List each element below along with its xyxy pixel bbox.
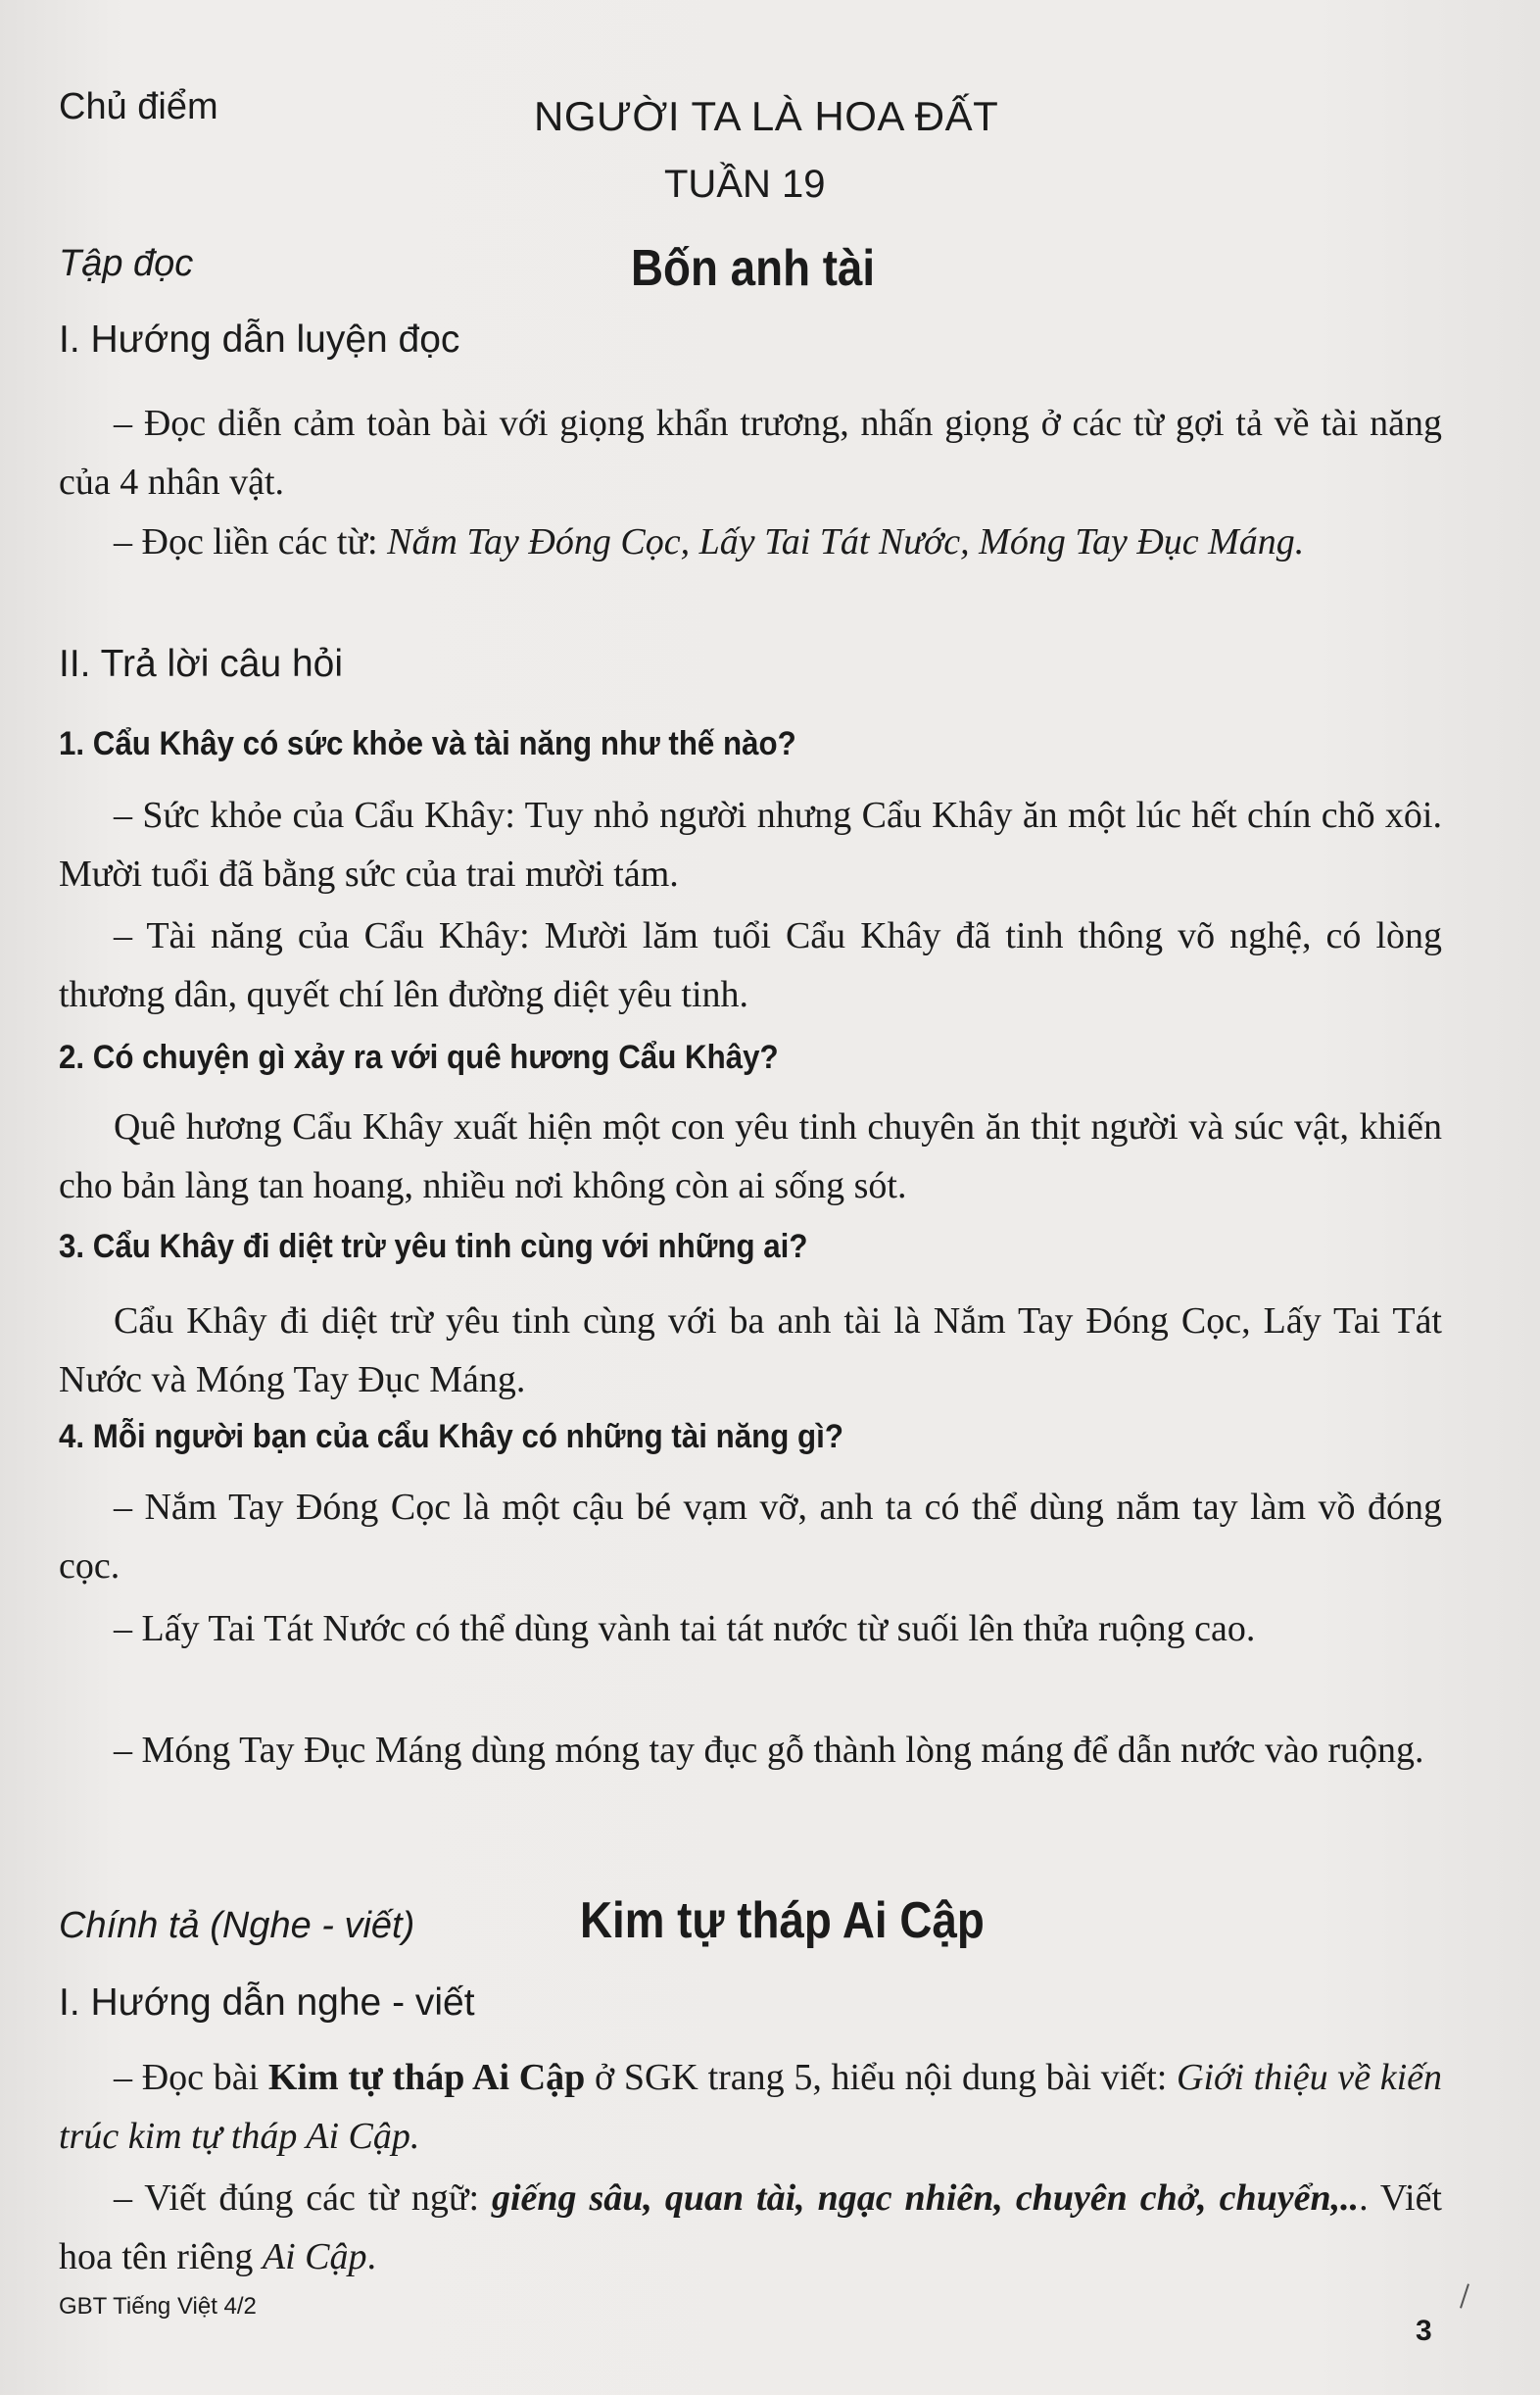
dictation-words-proper-noun: Ai Cập — [262, 2236, 367, 2277]
dictation-words-b: . Viết hoa tên riêng — [59, 2177, 1442, 2277]
reading-guide-paragraph — [59, 394, 1442, 512]
answer-4-nam-tay: – Nắm Tay Đóng Cọc là một cậu bé vạm vỡ, anh ta có thể dùng nắm tay làm vồ đóng cọc. — [59, 1487, 1442, 1587]
dictation-guide-b: ở SGK trang 5, hiểu nội dung bài viết: — [585, 2057, 1178, 2098]
week-title: TUẦN 19 — [664, 163, 826, 206]
question-1: 1. Cẩu Khây có sức khỏe và tài năng như thế nào? — [59, 725, 796, 762]
section-heading-dictation: I. Hướng dẫn nghe - viết — [59, 1981, 475, 2024]
lesson-title: Bốn anh tài — [631, 240, 876, 297]
dictation-title: Kim tự tháp Ai Cập — [580, 1892, 985, 1949]
dictation-guide-paragraph — [59, 2048, 1442, 2166]
answer-2: Quê hương Cẩu Khây xuất hiện một con yêu tinh chuyên ăn thịt người và súc vật, khiến cho bản làng tan hoang, nhiều nơi không còn ai sống sót. — [59, 1106, 1442, 1206]
reading-words-paragraph — [59, 513, 1442, 571]
answer-4-mong-tay: – Móng Tay Đục Máng dùng móng tay đục gỗ thành lòng máng để dẫn nước vào ruộng. — [114, 1730, 1424, 1771]
answer-3: Cẩu Khây đi diệt trừ yêu tinh cùng với ba anh tài là Nắm Tay Đóng Cọc, Lấy Tai Tát Nước và Móng Tay Đục Máng. — [59, 1300, 1442, 1400]
section-heading-questions: II. Trả lời câu hỏi — [59, 643, 344, 685]
chapter-title: NGƯỜI TA LÀ HOA ĐẤT — [534, 93, 999, 139]
question-4: 4. Mỗi người bạn của cẩu Khây có những tài năng gì? — [59, 1418, 843, 1455]
dictation-words-paragraph — [59, 2169, 1442, 2286]
dictation-words-a: – Viết đúng các từ ngữ: — [114, 2177, 492, 2219]
reading-words-list: Nắm Tay Đóng Cọc, Lấy Tai Tát Nước, Móng Tay Đục Máng. — [387, 521, 1305, 562]
answer-1-talent: – Tài năng của Cẩu Khây: Mười lăm tuổi Cẩu Khây đã tinh thông võ nghệ, có lòng thương dân, quyết chí lên đường diệt yêu tinh. — [59, 915, 1442, 1015]
chinh-ta-label: Chính tả (Nghe - viết) — [59, 1905, 415, 1946]
dictation-guide-a: – Đọc bài — [114, 2057, 268, 2098]
answer-1-health: – Sức khỏe của Cẩu Khây: Tuy nhỏ người nhưng Cẩu Khây ăn một lúc hết chín chõ xôi. Mười tuổi đã bằng sức của trai mười tám. — [59, 795, 1442, 895]
book-title-footer: GBT Tiếng Việt 4/2 — [59, 2293, 257, 2320]
dictation-guide-italic: Giới thiệu về kiến trúc kim tự tháp Ai Cập. — [59, 2057, 1443, 2157]
question-2: 2. Có chuyện gì xảy ra với quê hương Cẩu Khây? — [59, 1039, 779, 1076]
reading-guide-text: – Đọc diễn cảm toàn bài với giọng khẩn trương, nhấn giọng ở các từ gợi tả về tài năng của 4 nhân vật. — [59, 403, 1442, 503]
page-number: 3 — [1416, 2315, 1432, 2347]
reading-words-prefix: – Đọc liền các từ: — [114, 521, 388, 562]
dictation-guide-bold: Kim tự tháp Ai Cập — [267, 2057, 586, 2098]
theme-label: Chủ điểm — [59, 86, 218, 127]
section-heading-reading: I. Hướng dẫn luyện đọc — [59, 318, 460, 361]
question-3: 3. Cẩu Khây đi diệt trừ yêu tinh cùng với những ai? — [59, 1228, 808, 1265]
tap-doc-label: Tập đọc — [59, 243, 194, 284]
dictation-words-list: giếng sâu, quan tài, ngạc nhiên, chuyên chở, chuyển,.. — [492, 2177, 1360, 2219]
dictation-words-end: . — [366, 2236, 376, 2277]
pen-mark — [1460, 2283, 1469, 2308]
answer-4-lay-tai: – Lấy Tai Tát Nước có thể dùng vành tai tát nước từ suối lên thửa ruộng cao. — [114, 1608, 1256, 1649]
